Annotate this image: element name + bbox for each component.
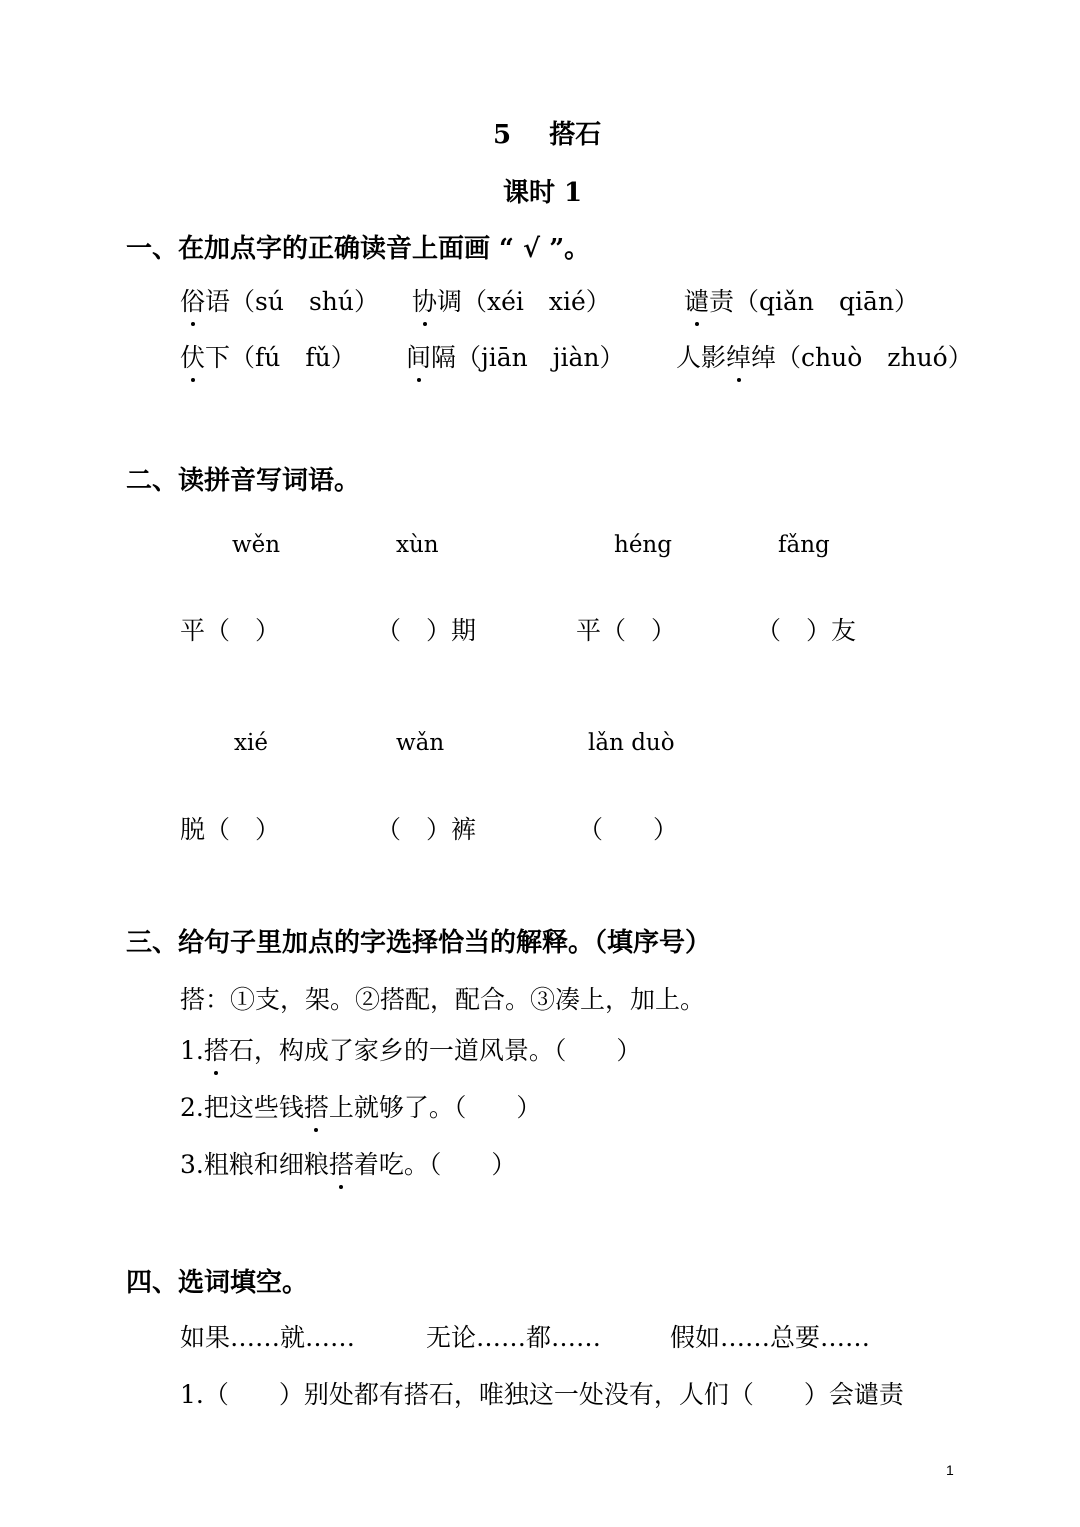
dotted-char: 间	[406, 338, 431, 374]
section1-item: 俗语（sú shú）	[180, 282, 379, 318]
page-number: 1	[946, 1462, 954, 1478]
pinyin-options: （fú fǔ）	[230, 343, 356, 372]
dotted-char: 俗	[180, 282, 205, 318]
pinyin: wǎn	[396, 730, 445, 756]
pinyin: lǎn duò	[588, 730, 675, 756]
dotted-char: 伏	[180, 338, 205, 374]
answer-blank[interactable]: （ ）	[578, 815, 679, 844]
pinyin: héng	[614, 532, 672, 558]
page-title	[493, 114, 601, 151]
dotted-char: 绰	[726, 338, 751, 374]
fill-sentence: 1.（ ）别处都有搭石，唯独这一处没有，人们（ ）会谴责	[180, 1380, 904, 1409]
word-option: 假如……总要……	[670, 1323, 871, 1352]
title-name: 搭石	[549, 120, 602, 150]
sentence-item: 3.粗粮和细粮搭着吃。（ ）	[180, 1145, 516, 1181]
word-option: 无论……都……	[426, 1323, 602, 1352]
pinyin-options: （sú shú）	[230, 287, 379, 316]
dotted-char: 谴	[684, 282, 709, 318]
word-option: 如果……就……	[180, 1323, 356, 1352]
pinyin: fǎng	[778, 532, 830, 558]
definition: 搭：①支，架。②搭配，配合。③凑上，加上。	[180, 985, 706, 1014]
answer-blank[interactable]: 平（ ）	[180, 616, 281, 645]
page-subtitle: 课时 1	[503, 178, 583, 208]
pinyin: wěn	[232, 532, 281, 558]
section1-item: 间隔（jiān jiàn）	[406, 338, 625, 374]
pinyin-options: （qiǎn qiān）	[734, 287, 920, 316]
section1-heading: 一、在加点字的正确读音上面画 “ √ ”。	[126, 234, 591, 264]
dotted-char: 搭	[204, 1031, 229, 1067]
section1-item: 协调（xéi xié）	[412, 282, 611, 318]
sentence-item: 1.搭石，构成了家乡的一道风景。（ ）	[180, 1031, 641, 1067]
section1-item: 伏下（fú fǔ）	[180, 338, 356, 374]
answer-blank[interactable]: （ ）期	[376, 616, 477, 645]
pinyin: xùn	[396, 532, 439, 558]
dotted-char: 搭	[329, 1145, 354, 1181]
section3-heading: 三、给句子里加点的字选择恰当的解释。（填序号）	[126, 928, 712, 958]
pinyin-options: （xéi xié）	[462, 287, 611, 316]
sentence-item: 2.把这些钱搭上就够了。（ ）	[180, 1088, 541, 1124]
answer-blank[interactable]: 脱（ ）	[180, 815, 281, 844]
section2-heading: 二、读拼音写词语。	[126, 466, 361, 496]
section1-item: 人影绰绰（chuò zhuó）	[676, 338, 973, 374]
pinyin-options: （chuò zhuó）	[776, 343, 973, 372]
answer-blank[interactable]: （ ）裤	[376, 815, 477, 844]
answer-blank[interactable]: （ ）友	[756, 616, 857, 645]
title-number: 5	[493, 120, 512, 150]
pinyin: xié	[234, 730, 268, 756]
dotted-char: 协	[412, 282, 437, 318]
answer-blank[interactable]: 平（ ）	[576, 616, 677, 645]
dotted-char: 搭	[304, 1088, 329, 1124]
pinyin-options: （jiān jiàn）	[456, 343, 625, 372]
section1-item: 谴责（qiǎn qiān）	[684, 282, 919, 318]
section4-heading: 四、选词填空。	[126, 1268, 309, 1298]
